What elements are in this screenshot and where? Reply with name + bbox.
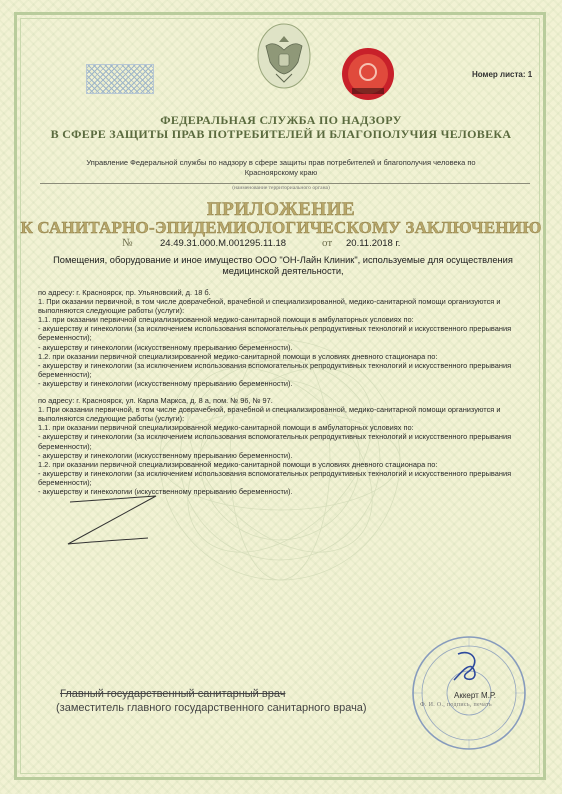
conclusion-date: 20.11.2018 г. — [346, 238, 401, 249]
body-line: 1.2. при оказании первичной специализированной медико-санитарной помощи в условиях дневного стационара по: — [38, 351, 438, 361]
territorial-department: Управление Федеральной службы по надзору в сфере защиты прав потребителей и благополучия человека по Красноярскому краю — [86, 158, 476, 177]
number-sign-label: № — [122, 237, 133, 249]
document-subtitle: К САНИТАРНО-ЭПИДЕМИОЛОГИЧЕСКОМУ ЗАКЛЮЧЕНИЮ — [20, 218, 542, 237]
body-line: 1. При оказании первичной, в том числе доврачебной, врачебной и специализированной, медико-санитарной помощи организуются и выполняются следующие работы (услуги): — [38, 405, 501, 424]
sheet-number: Номер листа: 1 — [472, 70, 533, 79]
deputy-title: (заместитель главного государственного санитарного врача) — [56, 702, 367, 714]
agency-name-line1: ФЕДЕРАЛЬНАЯ СЛУЖБА ПО НАДЗОРУ — [160, 113, 402, 127]
body-line: - акушерству и гинекологии (искусственному прерыванию беременности). — [38, 342, 293, 352]
premises-description: Помещения, оборудование и иное имущество ООО "ОН-Лайн Клиник", используемые для осуществления медицинской деятельности, — [53, 255, 513, 276]
date-label: от — [322, 237, 333, 249]
signer-name: Аккерт М.Р. — [454, 691, 496, 700]
department-caption: (наименование территориального органа) — [232, 185, 330, 191]
body-line: - акушерству и гинекологии (за исключением использования вспомогательных репродуктивных технологий и искусственного прерывания беременности); — [38, 324, 512, 343]
body-line: 1.1. при оказании первичной специализированной медико-санитарной помощи в амбулаторных условиях по: — [38, 423, 414, 433]
body-line: 1. При оказании первичной, в том числе доврачебной, врачебной и специализированной, медико-санитарной помощи организуются и выполняются следующие работы (услуги): — [38, 297, 501, 316]
body-line: - акушерству и гинекологии (за исключением использования вспомогательных репродуктивных технологий и искусственного прерывания беременности); — [38, 468, 512, 487]
body-line: 1.1. при оказании первичной специализированной медико-санитарной помощи в амбулаторных условиях по: — [38, 315, 414, 325]
document-title: ПРИЛОЖЕНИЕ — [206, 199, 356, 220]
services-list — [38, 288, 528, 496]
agency-name-line2: В СФЕРЕ ЗАЩИТЫ ПРАВ ПОТРЕБИТЕЛЕЙ И БЛАГОПОЛУЧИЯ ЧЕЛОВЕКА — [50, 127, 512, 141]
body-line: по адресу: г. Красноярск, ул. Карла Маркса, д. 8 а, пом. № 96, № 97. — [38, 396, 273, 406]
coat-of-arms-icon — [256, 22, 312, 90]
paragraph-gap — [38, 388, 528, 396]
body-line: по адресу: г. Красноярск, пр. Ульяновский, д. 18 б. — [38, 288, 211, 297]
chief-doctor-title: Главный государственный санитарный врач — [60, 688, 286, 700]
body-line: - акушерству и гинекологии (искусственному прерыванию беременности). — [38, 450, 293, 460]
security-pattern-box — [86, 64, 154, 94]
body-line: - акушерству и гинекологии (за исключением использования вспомогательных репродуктивных технологий и искусственного прерывания беременности); — [38, 360, 512, 379]
department-underline — [40, 183, 530, 184]
body-line: 1.2. при оказании первичной специализированной медико-санитарной помощи в условиях дневного стационара по: — [38, 459, 438, 469]
closing-z-mark — [60, 494, 160, 554]
body-line: - акушерству и гинекологии (искусственному прерыванию беременности). — [38, 486, 293, 496]
body-line: - акушерству и гинекологии (искусственному прерыванию беременности). — [38, 378, 293, 388]
body-line: - акушерству и гинекологии (за исключением использования вспомогательных репродуктивных технологий и искусственного прерывания беременности); — [38, 432, 512, 451]
hologram-sticker-icon — [340, 46, 396, 102]
conclusion-number: 24.49.31.000.М.001295.11.18 — [160, 238, 287, 249]
signer-caption: Ф. И. О., подпись, печать — [420, 702, 492, 708]
